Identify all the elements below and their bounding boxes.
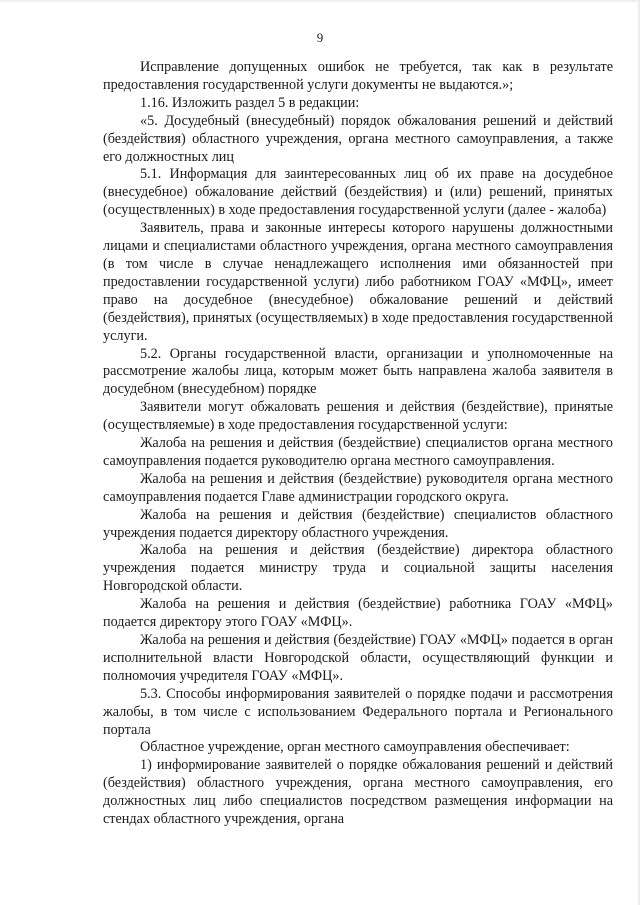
paragraph-complaint-regional-specialists: Жалоба на решения и действия (бездействие) специалистов областного учреждения подается директору областного учреждения. bbox=[103, 506, 613, 541]
paragraph-informing-item-1: 1) информирование заявителей о порядке обжалования решений и действий (бездействия) областного учреждения, органа местного самоуправления, его должностных лиц либо специалистов посредством размещения информации на стендах областного учреждения, органа bbox=[103, 757, 613, 828]
paragraph-correction-note: Исправление допущенных ошибок не требуется, так как в результате предоставления государственной услуги документы не выдаются.»; bbox=[103, 59, 613, 93]
subsection-5-1-heading: 5.1. Информация для заинтересованных лиц об их праве на досудебное (внесудебное) обжалование действий (бездействия) и (или) решений, принятых (осуществленных) в ходе предоставления государственной услуги (далее - жалоба) bbox=[103, 166, 613, 219]
document-body bbox=[103, 59, 613, 829]
subsection-5-2-heading: 5.2. Органы государственной власти, организации и уполномоченные на рассмотрение жалобы лица, которым может быть направлена жалоба заявителя в досудебном (внесудебном) порядке bbox=[103, 345, 613, 398]
paragraph-institution-ensures: Областное учреждение, орган местного самоуправления обеспечивает: bbox=[140, 739, 570, 756]
section-5-heading: «5. Досудебный (внесудебный) порядок обжалования решений и действий (бездействия) областного учреждения, органа местного самоуправления, а также его должностных лиц bbox=[103, 112, 613, 165]
paragraph-complaint-local-specialists: Жалоба на решения и действия (бездействие) специалистов органа местного самоуправления подается руководителю органа местного самоуправления. bbox=[103, 435, 613, 469]
paragraph-section-edit: 1.16. Изложить раздел 5 в редакции: bbox=[140, 94, 360, 111]
paragraph-applicant-rights: Заявитель, права и законные интересы которого нарушены должностными лицами и специалистами областного учреждения, органа местного самоуправления (в том числе в случае ненадлежащего исполнения ими обязанностей при предоставлении государственной услуги) либо работником ГОАУ «МФЦ», имеет право на досудебное (внесудебное) обжалование решений и действий (бездействия), принятых (осуществляемых) в ходе предоставления государственной услуги. bbox=[103, 220, 613, 344]
paragraph-complaint-mfc: Жалоба на решения и действия (бездействие) ГОАУ «МФЦ» подается в орган исполнительной власти Новгородской области, осуществляющий функции и полномочия учредителя ГОАУ «МФЦ». bbox=[103, 632, 613, 684]
paragraph-complaint-local-head: Жалоба на решения и действия (бездействие) руководителя органа местного самоуправления подается Главе администрации городского округа. bbox=[103, 470, 613, 505]
paragraph-complaint-regional-director: Жалоба на решения и действия (бездействие) директора областного учреждения подается министру труда и социальной защиты населения Новгородской области. bbox=[103, 542, 613, 595]
subsection-5-3-heading: 5.3. Способы информирования заявителей о порядке подачи и рассмотрения жалобы, в том числе с использованием Федерального портала и Регионального портала bbox=[103, 685, 613, 738]
scan-shadow-top bbox=[0, 0, 640, 3]
paragraph-complaint-mfc-employee: Жалоба на решения и действия (бездействие) работника ГОАУ «МФЦ» подается директору этого ГОАУ «МФЦ». bbox=[103, 596, 613, 631]
page-number: 9 bbox=[316, 30, 324, 45]
paragraph-applicants-may-appeal: Заявители могут обжаловать решения и действия (бездействие), принятые (осуществляемые) в ходе предоставления государственной услуги: bbox=[103, 399, 613, 434]
